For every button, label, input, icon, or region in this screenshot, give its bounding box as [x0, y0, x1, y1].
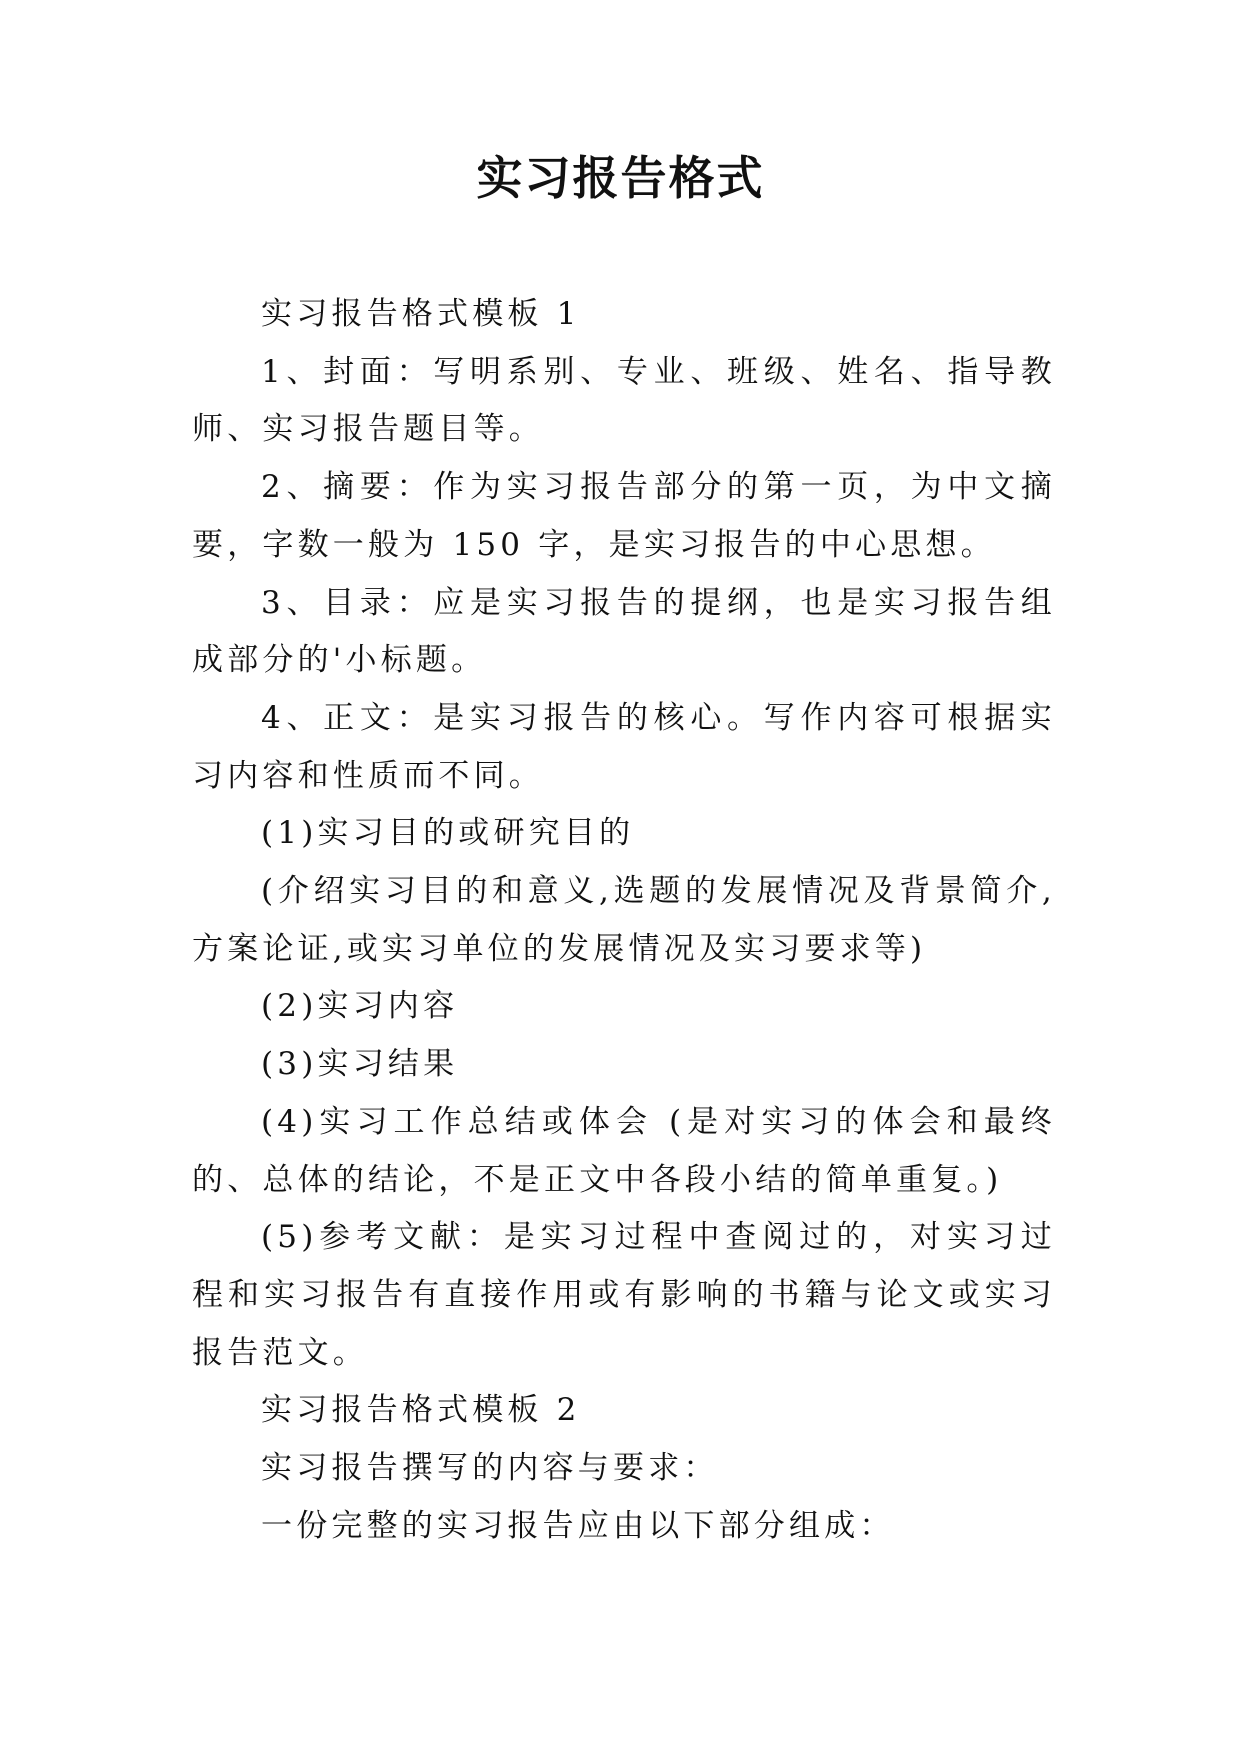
document-body — [192, 286, 1056, 1555]
subitem-summary: (4)实习工作总结或体会 (是对实习的体会和最终的、总体的结论，不是正文中各段小结的简单重复。) — [192, 1103, 1056, 1198]
subitem-content: (2)实习内容 — [261, 988, 459, 1025]
item-contents: 3、目录：应是实习报告的提纲，也是实习报告组成部分的'小标题。 — [192, 584, 1056, 679]
subitem-results: (3)实习结果 — [261, 1046, 459, 1083]
item-main-text: 4、正文：是实习报告的核心。写作内容可根据实习内容和性质而不同。 — [192, 699, 1056, 794]
section-heading-template-2: 实习报告格式模板 2 — [261, 1392, 581, 1429]
section-heading-template-1: 实习报告格式模板 1 — [261, 296, 581, 332]
subitem-purpose: (1)实习目的或研究目的 — [261, 815, 635, 852]
item-cover: 1、封面：写明系别、专业、班级、姓名、指导教师、实习报告题目等。 — [192, 353, 1056, 448]
composition-intro: 一份完整的实习报告应由以下部分组成： — [261, 1507, 895, 1544]
requirements-heading: 实习报告撰写的内容与要求： — [261, 1450, 719, 1487]
subitem-references: (5)参考文献：是实习过程中查阅过的，对实习过程和实习报告有直接作用或有影响的书籍与论文或实习报告范文。 — [192, 1219, 1056, 1371]
subitem-purpose-note: (介绍实习目的和意义,选题的发展情况及背景简介,方案论证,或实习单位的发展情况及实习要求等) — [192, 873, 1056, 967]
item-abstract: 2、摘要：作为实习报告部分的第一页，为中文摘要，字数一般为 150 字，是实习报告的中心思想。 — [192, 469, 1056, 563]
document-title: 实习报告格式 — [476, 151, 765, 205]
